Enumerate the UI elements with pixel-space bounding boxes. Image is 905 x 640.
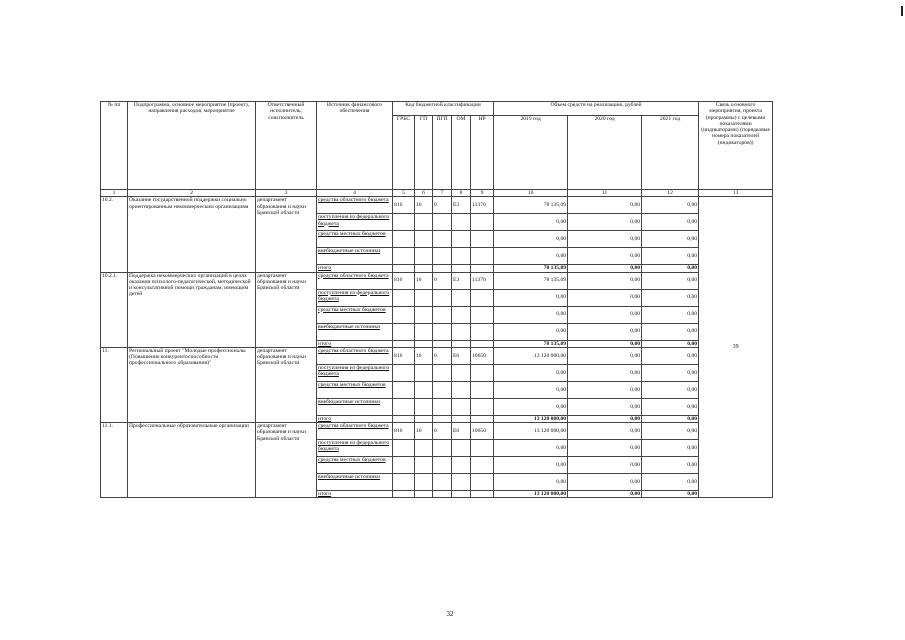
amount-cell: 0,00	[642, 491, 699, 498]
column-number: 5	[393, 190, 415, 197]
row-number: 10.2.	[101, 197, 128, 272]
amount-cell: 0,00	[642, 457, 699, 474]
budget-code-cell	[393, 491, 415, 498]
budget-code-cell	[393, 289, 415, 306]
funding-source	[317, 214, 393, 231]
funding-source	[317, 415, 393, 422]
budget-code-cell	[471, 457, 494, 474]
budget-code-cell	[471, 214, 494, 231]
funding-source	[317, 272, 393, 289]
column-number: 3	[256, 190, 317, 197]
budget-code-cell	[393, 398, 415, 415]
amount-cell: 0,00	[568, 306, 642, 323]
amount-cell: 0,00	[568, 364, 642, 381]
budget-code-cell	[415, 440, 433, 457]
amount-cell: 0,00	[642, 265, 699, 272]
budget-code-cell	[452, 381, 471, 398]
amount-cell: 0,00	[642, 381, 699, 398]
amount-cell: 0,00	[642, 323, 699, 340]
budget-code-cell	[433, 474, 452, 491]
amount-cell: 0,00	[494, 398, 568, 415]
budget-code-cell	[393, 457, 415, 474]
budget-code-cell	[471, 398, 494, 415]
funding-source-label: поступления из федерального бюджета	[318, 214, 390, 227]
budget-code-cell: Е3	[452, 197, 471, 214]
funding-source-label: средства областного бюджета	[318, 347, 389, 354]
header-year-2019: 2019 год	[494, 116, 568, 190]
scan-edge-mark	[901, 6, 903, 16]
budget-code-cell	[452, 340, 471, 347]
column-number: 2	[128, 190, 256, 197]
budget-code-cell	[393, 306, 415, 323]
budget-code-cell	[452, 440, 471, 457]
table-row	[101, 197, 773, 214]
table-body	[101, 197, 773, 498]
budget-code-cell	[471, 323, 494, 340]
amount-cell: 0,00	[642, 347, 699, 364]
budget-code-cell	[393, 231, 415, 248]
budget-code-cell	[471, 440, 494, 457]
budget-code-cell	[393, 248, 415, 265]
budget-code-cell	[393, 415, 415, 422]
funding-source	[317, 248, 393, 265]
program-title: Профессиональные образовательные организации	[128, 423, 256, 498]
funding-source-label: средства областного бюджета	[318, 197, 389, 204]
amount-cell: 0,00	[568, 381, 642, 398]
budget-code-cell	[452, 231, 471, 248]
funding-source-label: итого	[318, 491, 332, 498]
budget-code-cell	[393, 381, 415, 398]
budget-code-cell	[415, 364, 433, 381]
budget-code-cell	[452, 364, 471, 381]
budget-code-cell	[433, 231, 452, 248]
column-number: 8	[452, 190, 471, 197]
budget-code-cell	[433, 415, 452, 422]
amount-cell: 0,00	[568, 423, 642, 440]
budget-code-cell: 0	[433, 423, 452, 440]
budget-code-cell	[415, 381, 433, 398]
budget-code-cell	[415, 289, 433, 306]
column-number: 4	[317, 190, 393, 197]
page-number: 32	[446, 610, 454, 618]
budget-code-cell	[393, 214, 415, 231]
budget-code-cell	[393, 323, 415, 340]
table-row	[101, 347, 773, 364]
budget-code-cell	[415, 265, 433, 272]
column-number: 1	[101, 190, 128, 197]
budget-code-cell: 0	[433, 197, 452, 214]
budget-code-cell: 11370	[471, 272, 494, 289]
budget-code-cell	[393, 474, 415, 491]
amount-cell: 0,00	[642, 306, 699, 323]
funding-source-label: средства местных бюджетов	[318, 231, 386, 238]
amount-cell: 0,00	[642, 415, 699, 422]
budget-code-cell	[433, 491, 452, 498]
funding-source-label: внебюджетные источники	[318, 398, 381, 405]
amount-cell: 0,00	[642, 474, 699, 491]
funding-source	[317, 265, 393, 272]
budget-code-cell: 16	[415, 423, 433, 440]
budget-code-cell	[452, 306, 471, 323]
funding-source	[317, 197, 393, 214]
budget-code-cell	[471, 231, 494, 248]
funding-source	[317, 364, 393, 381]
budget-code-cell	[393, 440, 415, 457]
budget-code-cell: 816	[393, 423, 415, 440]
amount-cell: 0,00	[494, 231, 568, 248]
funding-source-label: внебюджетные источники	[318, 248, 381, 255]
amount-cell: 0,00	[494, 440, 568, 457]
header-indicator-link: Связь основного мероприятия, проекта (программы) с целевыми показателями (индикаторами) (порядковые номера показателей (индикаторов))	[699, 102, 773, 190]
column-number: 13	[699, 190, 773, 197]
budget-code-cell	[415, 398, 433, 415]
budget-code-cell	[393, 340, 415, 347]
funding-source-label: внебюджетные источники	[318, 323, 381, 330]
amount-cell: 0,00	[494, 381, 568, 398]
column-number: 11	[568, 190, 642, 197]
funding-source	[317, 474, 393, 491]
funding-source	[317, 347, 393, 364]
budget-code-cell	[452, 474, 471, 491]
budget-code-cell	[433, 323, 452, 340]
amount-cell: 0,00	[568, 457, 642, 474]
budget-code-cell	[415, 214, 433, 231]
amount-cell: 0,00	[568, 289, 642, 306]
funding-source	[317, 323, 393, 340]
budget-code-cell: 16	[415, 272, 433, 289]
funding-source	[317, 340, 393, 347]
budget-code-cell	[415, 474, 433, 491]
funding-source-label: внебюджетные источники	[318, 474, 381, 481]
executor-cell: департамент образования и науки Брянской области	[256, 197, 317, 272]
amount-cell: 0,00	[568, 265, 642, 272]
header-executor: Ответственный исполнитель, соисполнитель	[256, 102, 317, 190]
column-number: 9	[471, 190, 494, 197]
amount-cell: 0,00	[568, 248, 642, 265]
amount-cell: 0,00	[642, 231, 699, 248]
budget-code-cell	[471, 306, 494, 323]
amount-cell: 0,00	[568, 415, 642, 422]
budget-code-cell: 16	[415, 197, 433, 214]
budget-code-cell	[433, 364, 452, 381]
budget-code-cell	[433, 457, 452, 474]
funding-source	[317, 231, 393, 248]
column-number: 10	[494, 190, 568, 197]
header-code-om: ОМ	[452, 116, 471, 190]
funding-source-label: поступления из федерального бюджета	[318, 289, 390, 302]
budget-code-cell	[433, 248, 452, 265]
amount-cell: 0,00	[568, 347, 642, 364]
amount-cell: 0,00	[568, 398, 642, 415]
budget-code-cell	[415, 340, 433, 347]
budget-code-cell	[471, 474, 494, 491]
funding-source	[317, 381, 393, 398]
program-title: Оказание государственной поддержки социально ориентированным некоммерческим организациям	[128, 197, 256, 272]
executor-cell: департамент образования и науки Брянской области	[256, 423, 317, 498]
amount-cell: 0,00	[568, 491, 642, 498]
header-no: № пп	[101, 102, 128, 190]
amount-cell: 13 120 000,00	[494, 347, 568, 364]
funding-source-label: итого	[318, 415, 332, 422]
budget-code-cell	[433, 381, 452, 398]
header-program: Подпрограмма, основное мероприятие (проект), направления расходов, мероприятие	[128, 102, 256, 190]
amount-cell: 0,00	[642, 440, 699, 457]
column-number: 6	[415, 190, 433, 197]
budget-code-cell	[393, 265, 415, 272]
funding-source-label: поступления из федерального бюджета	[318, 364, 390, 378]
funding-source	[317, 440, 393, 457]
amount-cell: 78 135,09	[494, 197, 568, 214]
funding-source-label: средства областного бюджета	[318, 423, 389, 430]
budget-code-cell: Е6	[452, 423, 471, 440]
budget-code-cell	[415, 231, 433, 248]
funding-source	[317, 398, 393, 415]
funding-source-label: поступления из федерального бюджета	[318, 440, 390, 453]
table-row	[101, 423, 773, 440]
amount-cell: 0,00	[494, 364, 568, 381]
amount-cell: 0,00	[642, 398, 699, 415]
budget-code-cell	[471, 340, 494, 347]
header-year-2020: 2020 год	[568, 116, 642, 190]
budget-code-cell	[452, 323, 471, 340]
budget-code-cell: 11370	[471, 197, 494, 214]
amount-cell: 0,00	[642, 248, 699, 265]
amount-cell: 0,00	[568, 340, 642, 347]
amount-cell: 0,00	[494, 457, 568, 474]
header-year-2021: 2021 год	[642, 116, 699, 190]
executor-cell: департамент образования и науки Брянской области	[256, 347, 317, 422]
amount-cell: 0,00	[642, 340, 699, 347]
budget-code-cell: 16	[415, 347, 433, 364]
budget-code-cell	[433, 265, 452, 272]
budget-code-cell	[393, 364, 415, 381]
header-code-gp: ГП	[415, 116, 433, 190]
amount-cell: 13 120 000,00	[494, 415, 568, 422]
budget-code-cell	[452, 398, 471, 415]
budget-code-cell	[452, 415, 471, 422]
amount-cell: 0,00	[642, 289, 699, 306]
budget-code-cell	[433, 340, 452, 347]
amount-cell: 0,00	[494, 248, 568, 265]
budget-code-cell: 0	[433, 347, 452, 364]
budget-code-cell	[415, 248, 433, 265]
budget-code-cell	[415, 491, 433, 498]
budget-code-cell: Е3	[452, 272, 471, 289]
amount-cell: 0,00	[642, 364, 699, 381]
budget-code-cell	[471, 289, 494, 306]
amount-cell: 0,00	[568, 272, 642, 289]
budget-code-cell: 816	[393, 347, 415, 364]
amount-cell: 0,00	[494, 306, 568, 323]
budget-code-cell	[452, 214, 471, 231]
amount-cell: 0,00	[568, 323, 642, 340]
amount-cell: 0,00	[494, 214, 568, 231]
amount-cell: 13 120 000,00	[494, 423, 568, 440]
budget-code-cell	[433, 306, 452, 323]
budget-code-cell	[471, 381, 494, 398]
funding-source-label: итого	[318, 340, 332, 347]
amount-cell: 0,00	[494, 474, 568, 491]
funding-source	[317, 491, 393, 498]
budget-code-cell	[415, 457, 433, 474]
budget-code-cell	[415, 415, 433, 422]
amount-cell: 78 135,09	[494, 272, 568, 289]
funding-source	[317, 423, 393, 440]
row-number: 11.	[101, 347, 128, 422]
amount-cell: 0,00	[568, 197, 642, 214]
funding-source	[317, 306, 393, 323]
table-row	[101, 272, 773, 289]
budget-code-cell: 10650	[471, 423, 494, 440]
budget-code-cell	[452, 289, 471, 306]
funding-source-label: средства местных бюджетов	[318, 306, 386, 313]
budget-code-cell: 10650	[471, 347, 494, 364]
amount-cell: 13 120 000,00	[494, 491, 568, 498]
amount-cell: 0,00	[494, 289, 568, 306]
header-code-pgp: ПГП	[433, 116, 452, 190]
amount-cell: 0,00	[568, 474, 642, 491]
budget-code-cell	[433, 214, 452, 231]
budget-code-cell	[452, 491, 471, 498]
budget-code-cell	[433, 440, 452, 457]
funding-source-label: средства местных бюджетов	[318, 457, 386, 464]
amount-cell: 0,00	[568, 231, 642, 248]
header-code-grbs: ГРБС	[393, 116, 415, 190]
indicator-link-cell: 39	[699, 197, 773, 498]
program-title: Региональный проект "Молодые профессионалы (Повышение конкурентоспособности профессионального образования)"	[128, 347, 256, 422]
amount-cell: 0,00	[642, 272, 699, 289]
amount-cell: 0,00	[568, 440, 642, 457]
budget-code-cell	[433, 398, 452, 415]
header-source: Источник финансового обеспечения	[317, 102, 393, 190]
budget-code-cell	[452, 248, 471, 265]
amount-cell: 0,00	[642, 423, 699, 440]
budget-code-cell: 816	[393, 197, 415, 214]
column-number-row	[101, 190, 773, 197]
row-number: 10.2.1.	[101, 272, 128, 347]
budget-code-cell: Е6	[452, 347, 471, 364]
budget-code-cell	[471, 491, 494, 498]
column-number: 7	[433, 190, 452, 197]
row-number: 11.1.	[101, 423, 128, 498]
budget-code-cell	[471, 364, 494, 381]
budget-code-cell	[452, 265, 471, 272]
budget-code-cell	[452, 457, 471, 474]
budget-code-cell: 0	[433, 272, 452, 289]
budget-code-cell	[433, 289, 452, 306]
funding-source	[317, 289, 393, 306]
column-number: 12	[642, 190, 699, 197]
funding-source-label: средства областного бюджета	[318, 272, 389, 279]
amount-cell: 78 135,09	[494, 340, 568, 347]
header-budget-code: Код бюджетной классификации	[393, 102, 494, 116]
funding-source-label: итого	[318, 265, 332, 272]
header-code-nr: НР	[471, 116, 494, 190]
budget-code-cell	[471, 265, 494, 272]
amount-cell: 0,00	[568, 214, 642, 231]
budget-code-cell	[415, 306, 433, 323]
amount-cell: 0,00	[494, 323, 568, 340]
executor-cell: департамент образования и науки Брянской области	[256, 272, 317, 347]
budget-code-cell	[415, 323, 433, 340]
program-title: Поддержка некоммерческих организаций в целях оказания психолого-педагогической, методической и консультативной помощи гражданам, имеющим детей	[128, 272, 256, 347]
amount-cell: 78 135,09	[494, 265, 568, 272]
amount-cell: 0,00	[642, 197, 699, 214]
header-amounts: Объем средств на реализацию, рублей	[494, 102, 699, 116]
budget-code-cell	[471, 248, 494, 265]
budget-code-cell	[471, 415, 494, 422]
funding-source-label: средства местных бюджетов	[318, 381, 386, 388]
budget-table	[100, 101, 773, 498]
budget-code-cell: 816	[393, 272, 415, 289]
funding-source	[317, 457, 393, 474]
amount-cell: 0,00	[642, 214, 699, 231]
